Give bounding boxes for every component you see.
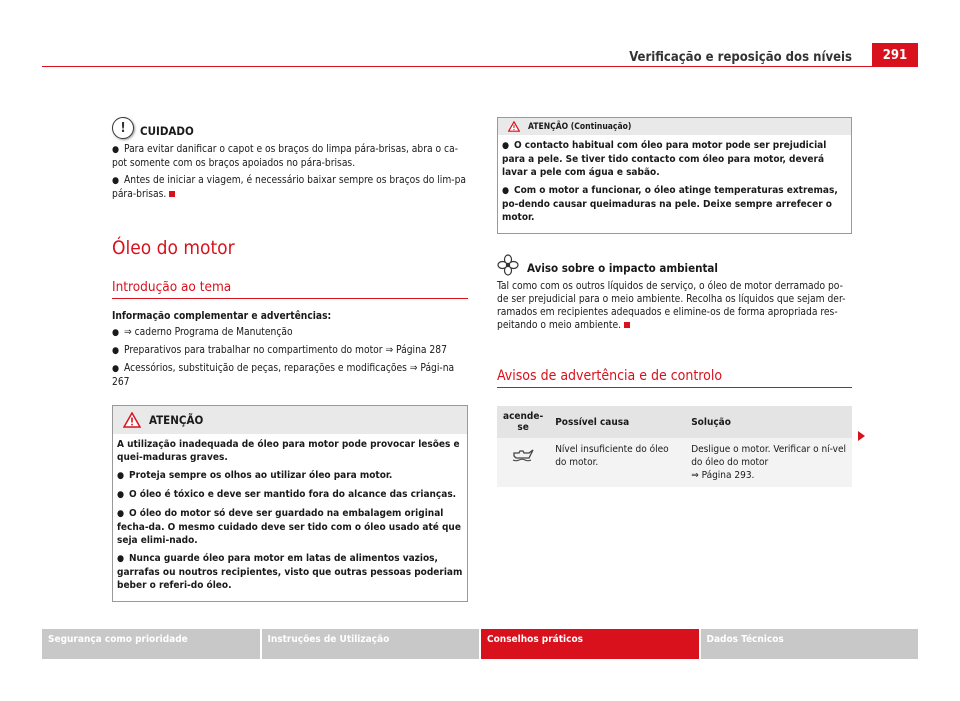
footer-tab-technical-data[interactable]: Dados Técnicos: [701, 629, 919, 659]
warning-lights-title: Avisos de advertência e de controlo: [497, 368, 852, 388]
info-item: ● Acessórios, substituição de peças, reparações e modificações ⇒ Pági-na 267: [112, 363, 455, 388]
warning-box: [112, 405, 468, 602]
right-column: [497, 117, 852, 487]
column-header: Solução: [685, 406, 852, 438]
warning-box-header: [113, 406, 467, 434]
footer-tab-instructions[interactable]: Instruções de Utilização: [262, 629, 480, 659]
caution-item: ● Antes de iniciar a viagem, é necessário baixar sempre os braços do lim-pa pára-brisas.: [112, 175, 467, 200]
column-header: acende-se: [497, 406, 549, 438]
warning-item: ● O óleo é tóxico e deve ser mantido fora do alcance das crianças.: [117, 489, 457, 500]
warning-continued-header: [498, 118, 851, 135]
section-title: Óleo do motor: [112, 237, 235, 259]
table-row: [497, 438, 852, 487]
cause-cell: Nível insuficiente do óleo do motor.: [549, 438, 685, 487]
header-divider: [42, 66, 918, 67]
environment-text: Tal como com os outros líquidos de serviço, o óleo de motor derramado po-de ser prejudicial para o meio ambiente. Recolha os líquidos que sejam der-ramados em recipientes adequados e elimine-os de forma apropriada res-peitando o meio ambiente.: [497, 281, 846, 331]
end-marker: [169, 191, 175, 197]
column-header: Possível causa: [549, 406, 685, 438]
warning-title: ATENÇÃO: [149, 413, 204, 427]
warning-continued-title: ATENÇÃO (Continuação): [528, 121, 632, 132]
warning-lights-table: [497, 406, 852, 487]
section-subtitle: Introdução ao tema: [112, 279, 468, 299]
caution-heading: [112, 117, 468, 139]
footer-nav: [42, 629, 918, 659]
table-header-row: [497, 406, 852, 438]
warning-intro: A utilização inadequada de óleo para motor pode provocar lesões e quei-maduras graves.: [117, 439, 460, 463]
caution-item: ● Para evitar danificar o capot e os braços do limpa pára-brisas, abra o ca-pot somente com os braços apoiados no pára-brisas.: [112, 144, 458, 169]
indicator-cell: [497, 438, 549, 487]
warning-item: ● Proteja sempre os olhos ao utilizar óleo para motor.: [117, 470, 393, 481]
left-column: [112, 117, 468, 602]
footer-tab-safety[interactable]: Segurança como prioridade: [42, 629, 260, 659]
page-reference-link[interactable]: ⇒ Página 293.: [691, 470, 755, 481]
warning-triangle-icon: [123, 412, 141, 428]
warning-item: ● Nunca guarde óleo para motor em latas de alimentos vazios, garrafas ou noutros recipientes, visto que outras pessoas poderiam beber o referi-do óleo.: [117, 553, 463, 591]
warning-continued-item: ● O contacto habitual com óleo para motor pode ser prejudicial para a pele. Se tiver tido contacto com óleo para motor, deverá lavar a pele com água e sabão.: [502, 140, 827, 178]
continue-arrow-icon: [858, 431, 865, 441]
exclamation-icon: !: [112, 117, 134, 139]
caution-title: CUIDADO: [140, 124, 194, 138]
info-item: ● ⇒ caderno Programa de Manutenção: [112, 327, 293, 338]
oil-can-icon: [511, 448, 535, 462]
environment-heading: [497, 254, 852, 276]
header-title: Verificação e reposição dos níveis: [629, 50, 852, 65]
flower-icon: [497, 254, 519, 276]
info-item: ● Preparativos para trabalhar no compartimento do motor ⇒ Página 287: [112, 345, 447, 356]
warning-continued-item: ● Com o motor a funcionar, o óleo atinge temperaturas extremas, po-dendo causar queimaduras na pele. Deixe sempre arrefecer o motor.: [502, 185, 838, 223]
end-marker: [624, 322, 630, 328]
warning-triangle-icon: [508, 121, 520, 132]
warning-continued-box: [497, 117, 852, 234]
warning-item: ● O óleo do motor só deve ser guardado na embalagem original fecha-da. O mesmo cuidado deve ser tido com o óleo usado até que seja elimi-nado.: [117, 508, 461, 546]
info-heading: Informação complementar e advertências:: [112, 311, 332, 322]
page-number: 291: [872, 43, 918, 67]
solution-cell: Desligue o motor. Verificar o ní-vel do óleo do motor ⇒ Página 293.: [685, 438, 852, 487]
footer-tab-practical-tips[interactable]: Conselhos práticos: [481, 629, 699, 659]
environment-title: Aviso sobre o impacto ambiental: [527, 261, 718, 275]
